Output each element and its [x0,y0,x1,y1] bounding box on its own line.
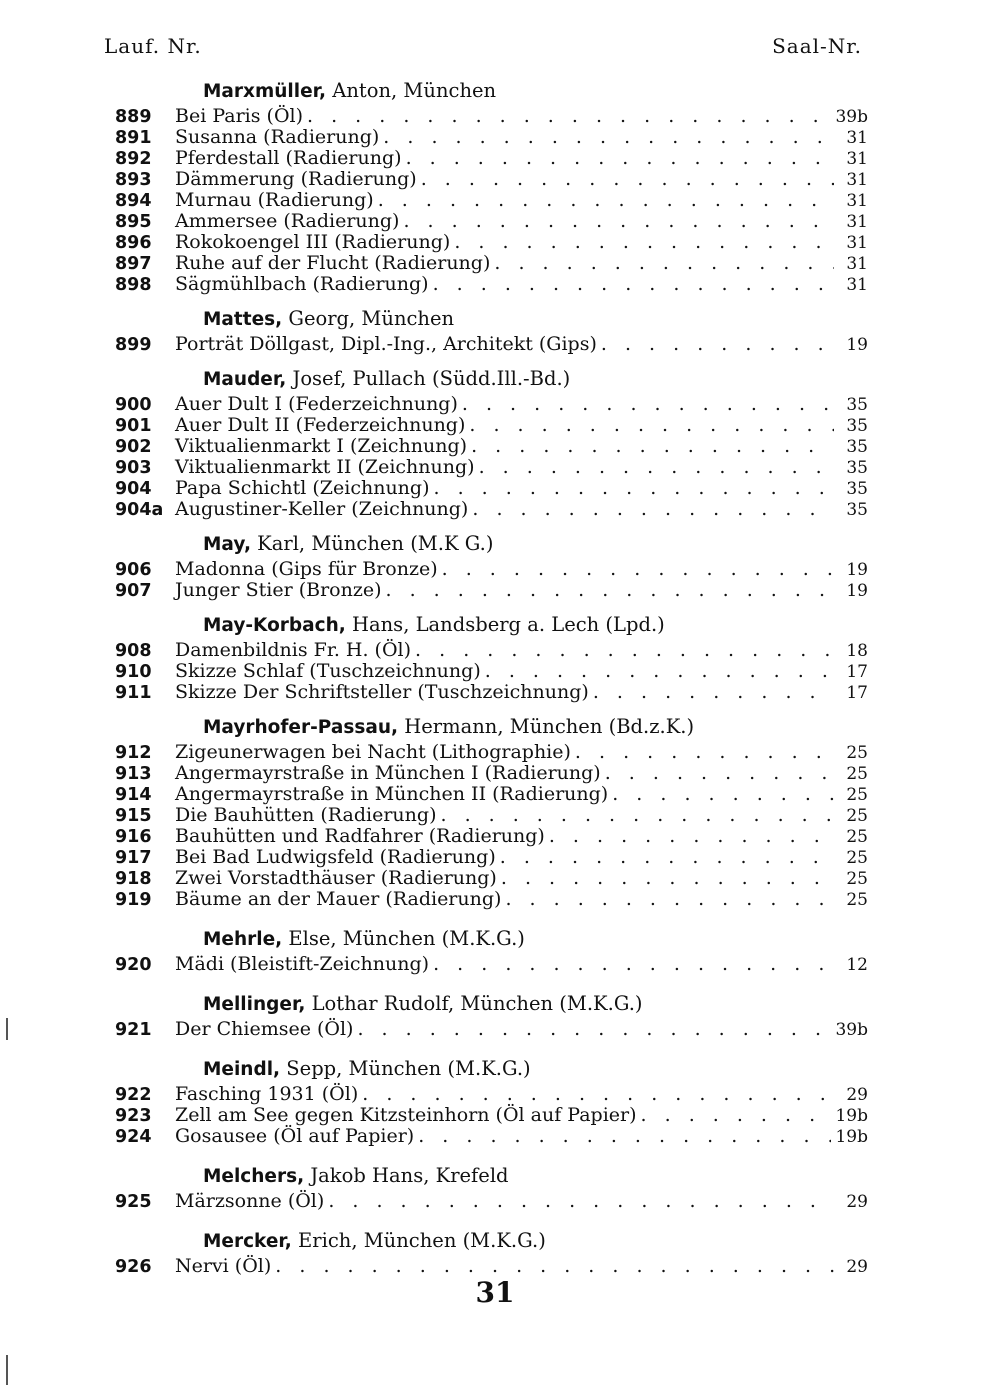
dot-leader [641,1105,832,1126]
entry-room-number: 31 [846,191,868,211]
entry-room-number: 19b [835,1106,868,1126]
artist-heading [203,76,868,106]
catalog-entry [115,1256,868,1277]
entry-number: 914 [115,785,152,805]
catalog-entry [115,211,868,232]
entry-room-number: 39b [835,1020,868,1040]
artist-details: Hans, Landsberg a. Lech (Lpd.) [345,613,665,636]
scan-edge-mark [6,1355,8,1385]
dot-leader [612,784,834,805]
catalog-entry [115,253,868,274]
artist-heading [203,364,868,394]
catalog-entry [115,127,868,148]
catalog-entry [115,274,868,295]
artist-heading [203,712,868,742]
entry-room-number: 19 [846,335,868,355]
entry-room-number: 31 [846,149,868,169]
entry-title: Porträt Döllgast, Dipl.-Ing., Architekt (Gips) [175,333,597,355]
dot-leader [403,211,834,232]
dot-leader [472,499,834,520]
entry-title: Dämmerung (Radierung) [175,168,417,190]
catalog-entry [115,1126,868,1147]
entry-number: 898 [115,275,152,295]
dot-leader [442,559,834,580]
artist-details: Hermann, München (Bd.z.K.) [398,715,695,738]
dot-leader [433,954,834,975]
entry-room-number: 35 [846,395,868,415]
entry-number: 892 [115,149,152,169]
group-spacer [115,703,868,712]
artist-heading [203,924,868,954]
entry-room-number: 31 [846,254,868,274]
catalog-listing [115,76,868,1277]
entry-title: Der Chiemsee (Öl) [175,1018,354,1040]
entry-room-number: 25 [846,827,868,847]
catalog-entry [115,169,868,190]
artist-heading [203,304,868,334]
entry-number: 922 [115,1085,152,1105]
catalog-entry [115,232,868,253]
entry-title: Bauhütten und Radfahrer (Radierung) [175,825,545,847]
entry-title: Auer Dult I (Federzeichnung) [175,393,458,415]
entry-title: Zell am See gegen Kitzsteinhorn (Öl auf Papier) [175,1104,637,1126]
entry-number: 919 [115,890,152,910]
artist-name: Mayrhofer-Passau, [203,717,399,738]
artist-name: Mehrle, [203,929,283,950]
entry-title: Madonna (Gips für Bronze) [175,558,438,580]
group-spacer [115,910,868,924]
entry-number: 903 [115,458,152,478]
catalog-entry [115,478,868,499]
entry-number: 899 [115,335,152,355]
dot-leader [440,805,834,826]
artist-name: Melchers, [203,1166,305,1187]
entry-number: 911 [115,683,152,703]
entry-number: 897 [115,254,152,274]
catalog-entry [115,661,868,682]
entry-title: Skizze Der Schriftsteller (Tuschzeichnung) [175,681,589,703]
catalog-entry [115,148,868,169]
artist-name: Mercker, [203,1231,292,1252]
entry-room-number: 25 [846,890,868,910]
catalog-entry [115,190,868,211]
dot-leader [462,394,834,415]
entry-title: Angermayrstraße in München II (Radierung) [175,783,609,805]
catalog-entry [115,334,868,355]
entry-number: 895 [115,212,152,232]
entry-number: 902 [115,437,152,457]
entry-number: 889 [115,107,152,127]
catalog-entry [115,763,868,784]
dot-leader [494,253,834,274]
artist-name: Mattes, [203,309,283,330]
catalog-entry [115,499,868,520]
entry-number: 918 [115,869,152,889]
dot-leader [500,847,834,868]
artist-heading [203,610,868,640]
entry-number: 923 [115,1106,152,1126]
entry-number: 893 [115,170,152,190]
entry-title: Zwei Vorstadthäuser (Radierung) [175,867,497,889]
catalog-entry [115,559,868,580]
artist-details: Erich, München (M.K.G.) [291,1229,546,1252]
catalog-entry [115,394,868,415]
dot-leader [469,415,834,436]
entry-title: Viktualienmarkt II (Zeichnung) [175,456,475,478]
dot-leader [601,334,834,355]
dot-leader [479,457,834,478]
entry-room-number: 25 [846,869,868,889]
dot-leader [357,1019,831,1040]
entry-room-number: 17 [846,683,868,703]
entry-number: 906 [115,560,152,580]
catalog-entry [115,954,868,975]
dot-leader [421,169,834,190]
entry-title: Augustiner-Keller (Zeichnung) [175,498,469,520]
entry-room-number: 17 [846,662,868,682]
entry-number: 924 [115,1127,152,1147]
catalog-entry [115,805,868,826]
catalog-entry [115,682,868,703]
entry-room-number: 31 [846,212,868,232]
entry-title: Gosausee (Öl auf Papier) [175,1125,415,1147]
entry-title: Bei Bad Ludwigsfeld (Radierung) [175,846,496,868]
entry-title: Bäume an der Mauer (Radierung) [175,888,502,910]
entry-title: Murnau (Radierung) [175,189,374,211]
dot-leader [605,763,834,784]
catalog-entry [115,436,868,457]
entry-title: Rokokoengel III (Radierung) [175,231,451,253]
artist-heading [203,529,868,559]
catalog-entry [115,1105,868,1126]
artist-name: Meindl, [203,1059,281,1080]
entry-room-number: 35 [846,458,868,478]
dot-leader [307,106,831,127]
page-number: 31 [475,1276,515,1309]
artist-details: Karl, München (M.K G.) [250,532,494,555]
dot-leader [505,889,834,910]
dot-leader [501,868,834,889]
entry-number: 901 [115,416,152,436]
entry-number: 912 [115,743,152,763]
entry-title: Mädi (Bleistift-Zeichnung) [175,953,430,975]
dot-leader [328,1191,834,1212]
artist-heading [203,1226,868,1256]
entry-room-number: 29 [846,1085,868,1105]
entry-room-number: 29 [846,1192,868,1212]
scan-edge-mark [6,1018,8,1040]
dot-leader [575,742,834,763]
entry-title: Sägmühlbach (Radierung) [175,273,429,295]
entry-room-number: 35 [846,416,868,436]
entry-title: Junger Stier (Bronze) [175,579,382,601]
catalog-entry [115,1191,868,1212]
dot-leader [549,826,834,847]
artist-details: Anton, München [326,79,497,102]
artist-details: Georg, München [282,307,455,330]
artist-details: Jakob Hans, Krefeld [304,1164,509,1187]
catalog-entry [115,889,868,910]
catalog-entry [115,415,868,436]
entry-number: 910 [115,662,152,682]
catalog-entry [115,457,868,478]
entry-room-number: 31 [846,128,868,148]
dot-leader [485,661,834,682]
catalog-entry [115,826,868,847]
entry-number: 904 [115,479,152,499]
entry-number: 908 [115,641,152,661]
artist-name: May, [203,534,251,555]
entry-title: Fasching 1931 (Öl) [175,1083,359,1105]
group-spacer [115,1212,868,1226]
catalog-entry [115,1019,868,1040]
artist-heading [203,1054,868,1084]
dot-leader [275,1256,834,1277]
artist-details: Josef, Pullach (Südd.Ill.-Bd.) [286,367,571,390]
artist-heading [203,1161,868,1191]
entry-number: 921 [115,1020,152,1040]
entry-room-number: 12 [846,955,868,975]
entry-title: Ammersee (Radierung) [175,210,400,232]
artist-details: Sepp, München (M.K.G.) [280,1057,531,1080]
entry-room-number: 19 [846,581,868,601]
entry-room-number: 35 [846,479,868,499]
artist-name: Marxmüller, [203,81,327,102]
catalog-entry [115,868,868,889]
entry-number: 916 [115,827,152,847]
group-spacer [115,520,868,529]
entry-title: Damenbildnis Fr. H. (Öl) [175,639,412,661]
entry-number: 891 [115,128,152,148]
catalog-entry [115,580,868,601]
entry-title: Auer Dult II (Federzeichnung) [175,414,466,436]
catalog-entry [115,106,868,127]
artist-details: Else, München (M.K.G.) [282,927,525,950]
entry-number: 917 [115,848,152,868]
dot-leader [433,274,834,295]
catalog-entry [115,847,868,868]
artist-name: Mauder, [203,369,287,390]
entry-title: Märzsonne (Öl) [175,1190,325,1212]
entry-room-number: 29 [846,1257,868,1277]
entry-title: Pferdestall (Radierung) [175,147,402,169]
entry-room-number: 25 [846,806,868,826]
dot-leader [406,148,834,169]
entry-room-number: 31 [846,233,868,253]
dot-leader [471,436,834,457]
entry-room-number: 35 [846,437,868,457]
dot-leader [434,478,835,499]
entry-room-number: 18 [846,641,868,661]
entry-title: Skizze Schlaf (Tuschzeichnung) [175,660,481,682]
entry-number: 913 [115,764,152,784]
entry-title: Zigeunerwagen bei Nacht (Lithographie) [175,741,571,763]
entry-room-number: 31 [846,275,868,295]
entry-room-number: 31 [846,170,868,190]
entry-title: Angermayrstraße in München I (Radierung) [175,762,601,784]
entry-number: 920 [115,955,152,975]
catalog-entry [115,742,868,763]
entry-room-number: 39b [835,107,868,127]
group-spacer [115,1040,868,1054]
dot-leader [362,1084,834,1105]
entry-room-number: 19 [846,560,868,580]
artist-name: Mellinger, [203,994,306,1015]
group-spacer [115,355,868,364]
entry-number: 925 [115,1192,152,1212]
entry-room-number: 35 [846,500,868,520]
entry-room-number: 25 [846,848,868,868]
entry-title: Susanna (Radierung) [175,126,380,148]
artist-heading [203,989,868,1019]
dot-leader [378,190,834,211]
entry-number: 894 [115,191,152,211]
entry-title: Bei Paris (Öl) [175,105,304,127]
group-spacer [115,295,868,304]
dot-leader [383,127,834,148]
group-spacer [115,601,868,610]
entry-title: Nervi (Öl) [175,1255,272,1277]
header-saal-nr: Saal-Nr. [772,34,862,58]
group-spacer [115,975,868,989]
entry-number: 904a [115,500,164,520]
dot-leader [386,580,834,601]
catalog-entry [115,640,868,661]
dot-leader [415,640,834,661]
catalog-entry [115,1084,868,1105]
entry-room-number: 19b [835,1127,868,1147]
entry-title: Ruhe auf der Flucht (Radierung) [175,252,491,274]
entry-title: Papa Schichtl (Zeichnung) [175,477,430,499]
artist-name: May-Korbach, [203,615,346,636]
group-spacer [115,1147,868,1161]
entry-room-number: 25 [846,743,868,763]
entry-room-number: 25 [846,764,868,784]
entry-room-number: 25 [846,785,868,805]
dot-leader [454,232,834,253]
catalog-entry [115,784,868,805]
entry-number: 896 [115,233,152,253]
dot-leader [593,682,834,703]
artist-details: Lothar Rudolf, München (M.K.G.) [305,992,643,1015]
dot-leader [418,1126,831,1147]
entry-number: 915 [115,806,152,826]
entry-title: Viktualienmarkt I (Zeichnung) [175,435,468,457]
entry-number: 926 [115,1257,152,1277]
entry-title: Die Bauhütten (Radierung) [175,804,437,826]
entry-number: 900 [115,395,152,415]
header-lauf-nr: Lauf. Nr. [104,34,202,58]
entry-number: 907 [115,581,152,601]
